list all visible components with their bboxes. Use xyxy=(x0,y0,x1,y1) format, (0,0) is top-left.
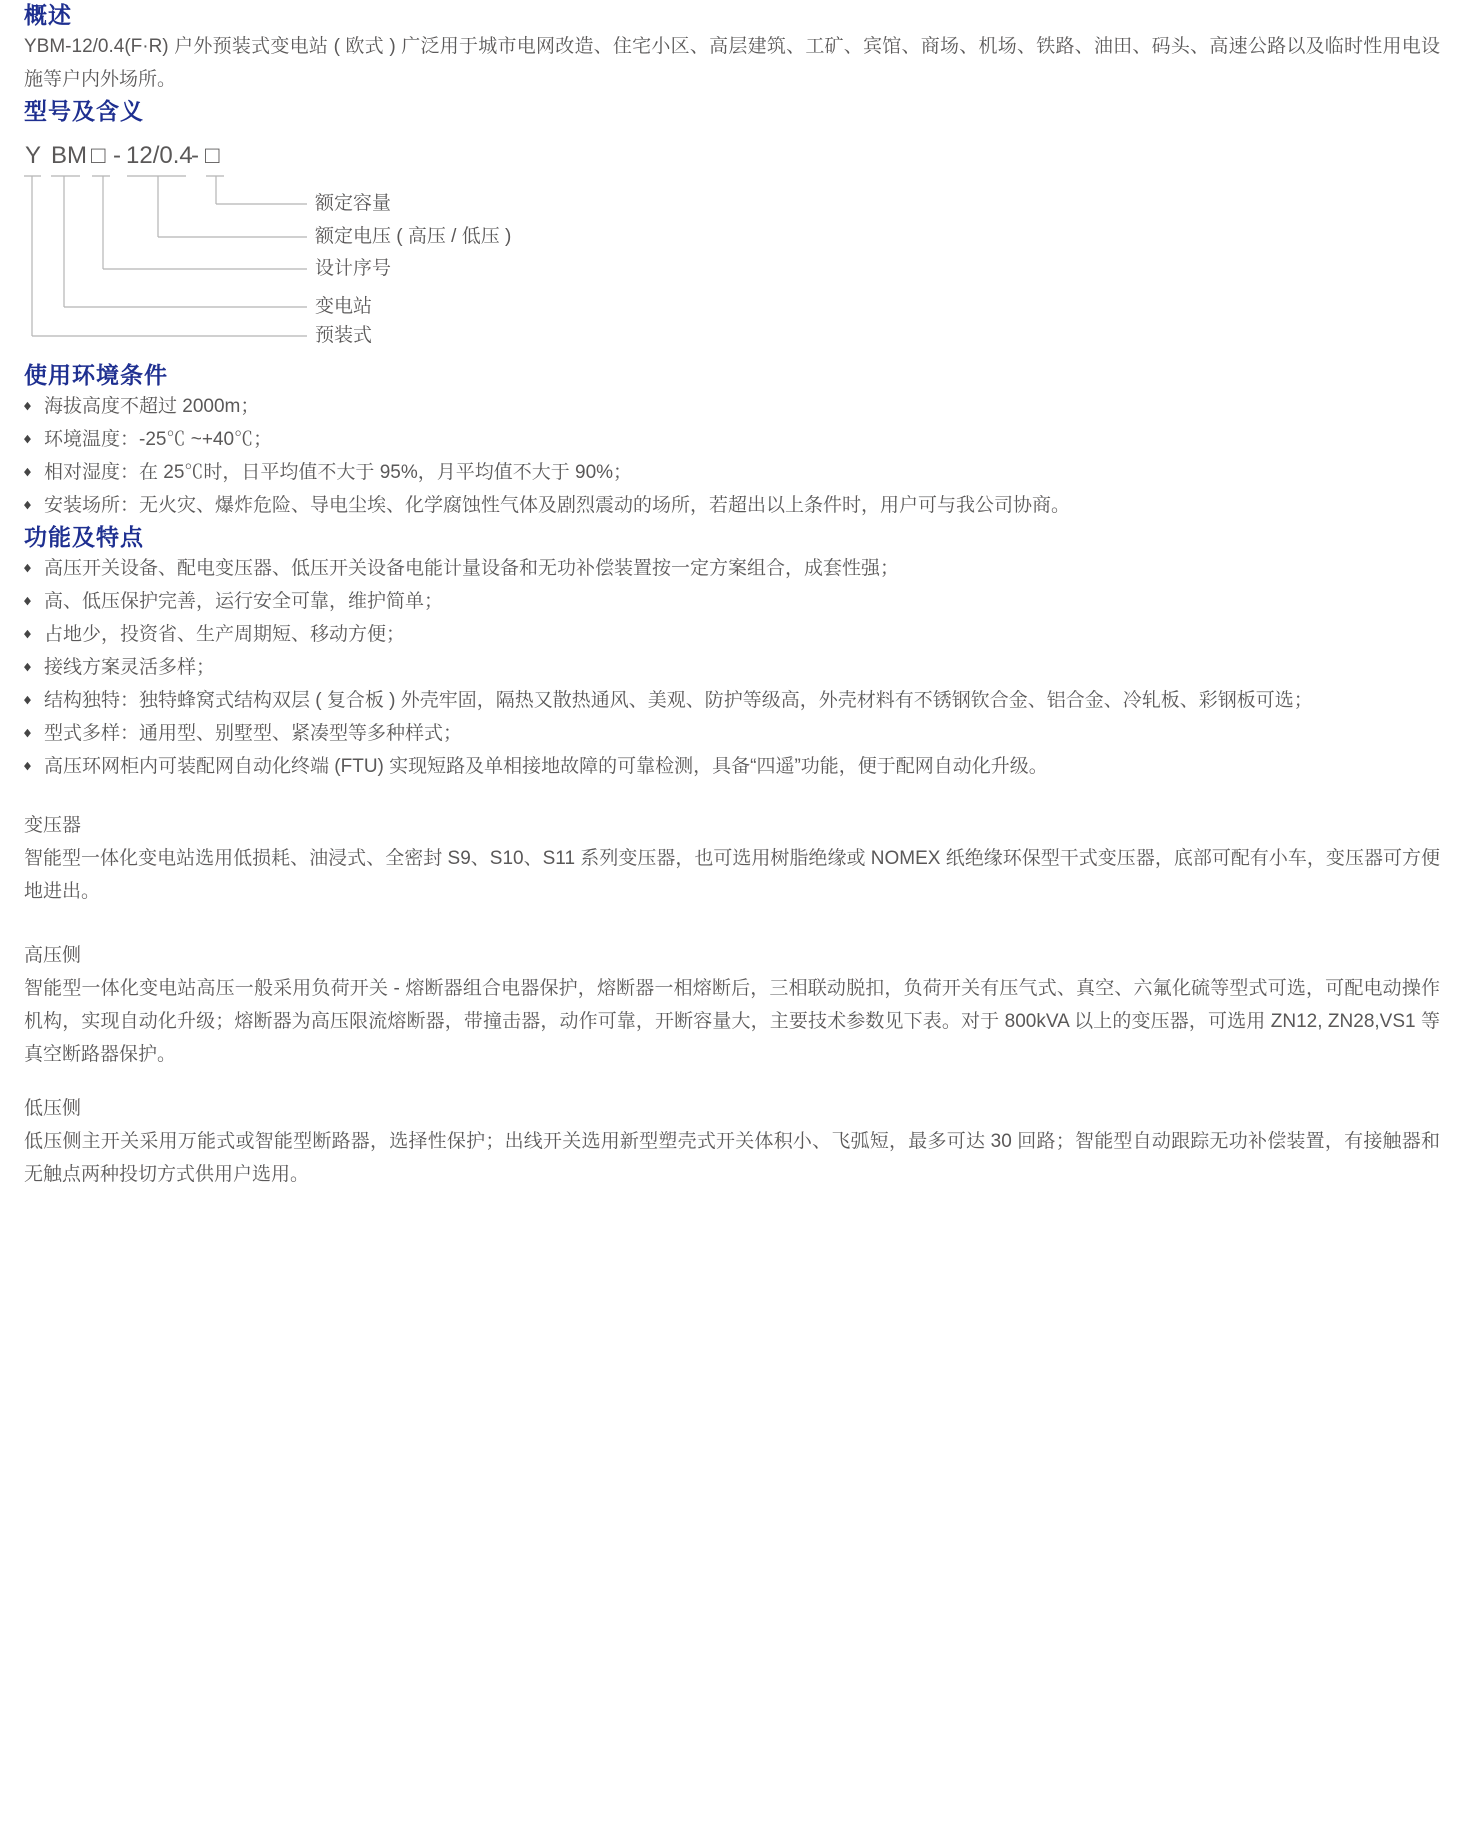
overview-paragraph: YBM-12/0.4(F·R) 户外预装式变电站 ( 欧式 ) 广泛用于城市电网改造、住宅小区、高层建筑、工矿、宾馆、商场、机场、铁路、油田、码头、高速公路以及临时性用电设施等户内外场所。 xyxy=(24,36,1440,90)
list-item xyxy=(24,423,1440,456)
list-item xyxy=(24,717,1440,750)
model-code-voltage: 12/0.4 xyxy=(126,142,193,169)
subsection-lv-side xyxy=(24,1092,1440,1191)
list-item xyxy=(24,684,1440,717)
feature-item: 接线方案灵活多样； xyxy=(44,657,216,678)
feature-item: 占地少，投资省、生产周期短、移动方便； xyxy=(44,624,406,645)
environment-item: 环境温度：-25℃ ~+40℃； xyxy=(44,429,273,450)
diamond-bullet-icon: ◆ xyxy=(24,400,31,412)
features-title: 功能及特点 xyxy=(24,524,144,550)
diamond-bullet-icon: ◆ xyxy=(24,661,31,673)
environment-title: 使用环境条件 xyxy=(24,362,168,388)
model-code-design-box: □ xyxy=(91,142,106,169)
feature-item: 高压环网柜内可装配网自动化终端 (FTU) 实现短路及单相接地故障的可靠检测，具备“四遥”功能，便于配网自动化升级。 xyxy=(44,756,1048,777)
subsection-paragraph: 低压侧主开关采用万能式或智能型断路器，选择性保护；出线开关选用新型塑壳式开关体积小、飞弧短，最多可达 30 回路；智能型自动跟踪无功补偿装置，有接触器和无触点两种投切方式供用户选用。 xyxy=(24,1131,1440,1185)
list-item xyxy=(24,456,1440,489)
model-code-dash1: - xyxy=(113,142,121,169)
diamond-bullet-icon: ◆ xyxy=(24,433,31,445)
features-list xyxy=(24,552,1440,783)
model-title: 型号及含义 xyxy=(24,98,144,124)
diamond-bullet-icon: ◆ xyxy=(24,760,31,772)
section-features xyxy=(24,522,1440,1191)
feature-item: 高压开关设备、配电变压器、低压开关设备电能计量设备和无功补偿装置按一定方案组合，成套性强； xyxy=(44,558,900,579)
subsection-transformer xyxy=(24,809,1440,908)
list-item xyxy=(24,552,1440,585)
subsection-label: 变压器 xyxy=(24,815,82,836)
list-item xyxy=(24,618,1440,651)
section-overview xyxy=(24,0,1440,96)
environment-item: 相对湿度：在 25℃时，日平均值不大于 95%，月平均值不大于 90%； xyxy=(44,462,633,483)
subsection-label: 低压侧 xyxy=(24,1098,82,1119)
diamond-bullet-icon: ◆ xyxy=(24,694,31,706)
diamond-bullet-icon: ◆ xyxy=(24,562,31,574)
list-item xyxy=(24,489,1440,522)
diamond-bullet-icon: ◆ xyxy=(24,595,31,607)
subsection-paragraph: 智能型一体化变电站高压一般采用负荷开关 - 熔断器组合电器保护，熔断器一相熔断后，三相联动脱扣，负荷开关有压气式、真空、六氟化硫等型式可选，可配电动操作机构，实现自动化升级；熔断器为高压限流熔断器，带撞击器，动作可靠，开断容量大，主要技术参数见下表。对于 800kVA 以上的变压器，可选用 ZN12, ZN28,VS1 等真空断路器保护。 xyxy=(24,978,1440,1065)
diamond-bullet-icon: ◆ xyxy=(24,727,31,739)
diamond-bullet-icon: ◆ xyxy=(24,628,31,640)
list-item xyxy=(24,750,1440,783)
model-label-rated-capacity: 额定容量 xyxy=(315,193,392,214)
environment-item: 海拔高度不超过 2000m； xyxy=(44,396,260,417)
environment-item: 安装场所：无火灾、爆炸危险、导电尘埃、化学腐蚀性气体及剧烈震动的场所，若超出以上条件时，用户可与我公司协商。 xyxy=(44,495,1071,516)
section-environment xyxy=(24,360,1440,522)
model-label-substation: 变电站 xyxy=(315,296,373,317)
overview-title: 概述 xyxy=(24,2,72,28)
list-item xyxy=(24,585,1440,618)
feature-item: 型式多样：通用型、别墅型、紧凑型等多种样式； xyxy=(44,723,463,744)
model-label-prefabricated: 预装式 xyxy=(315,325,373,346)
model-connector-lines xyxy=(24,172,324,352)
environment-list xyxy=(24,390,1440,522)
model-designation-diagram xyxy=(24,142,1440,360)
model-code-substation: BM xyxy=(51,142,87,169)
diamond-bullet-icon: ◆ xyxy=(24,499,31,511)
model-label-rated-voltage: 额定电压 ( 高压 / 低压 ) xyxy=(315,226,512,247)
list-item xyxy=(24,390,1440,423)
model-code-dash2: - xyxy=(191,142,199,169)
feature-item: 高、低压保护完善，运行安全可靠，维护简单； xyxy=(44,591,444,612)
subsection-paragraph: 智能型一体化变电站选用低损耗、油浸式、全密封 S9、S10、S11 系列变压器，也可选用树脂绝缘或 NOMEX 纸绝缘环保型干式变压器，底部可配有小车，变压器可方便地进出。 xyxy=(24,848,1440,902)
diamond-bullet-icon: ◆ xyxy=(24,466,31,478)
model-label-design-serial: 设计序号 xyxy=(315,258,392,279)
model-code-capacity-box: □ xyxy=(205,142,220,169)
subsection-label: 高压侧 xyxy=(24,945,82,966)
feature-item: 结构独特：独特蜂窝式结构双层 ( 复合板 ) 外壳牢固，隔热又散热通风、美观、防护等级高，外壳材料有不锈钢钦合金、铝合金、冷轧板、彩钢板可选； xyxy=(44,690,1313,711)
list-item xyxy=(24,651,1440,684)
section-model-designation xyxy=(24,96,1440,360)
model-code-prefab: Y xyxy=(25,142,42,169)
subsection-hv-side xyxy=(24,939,1440,1071)
